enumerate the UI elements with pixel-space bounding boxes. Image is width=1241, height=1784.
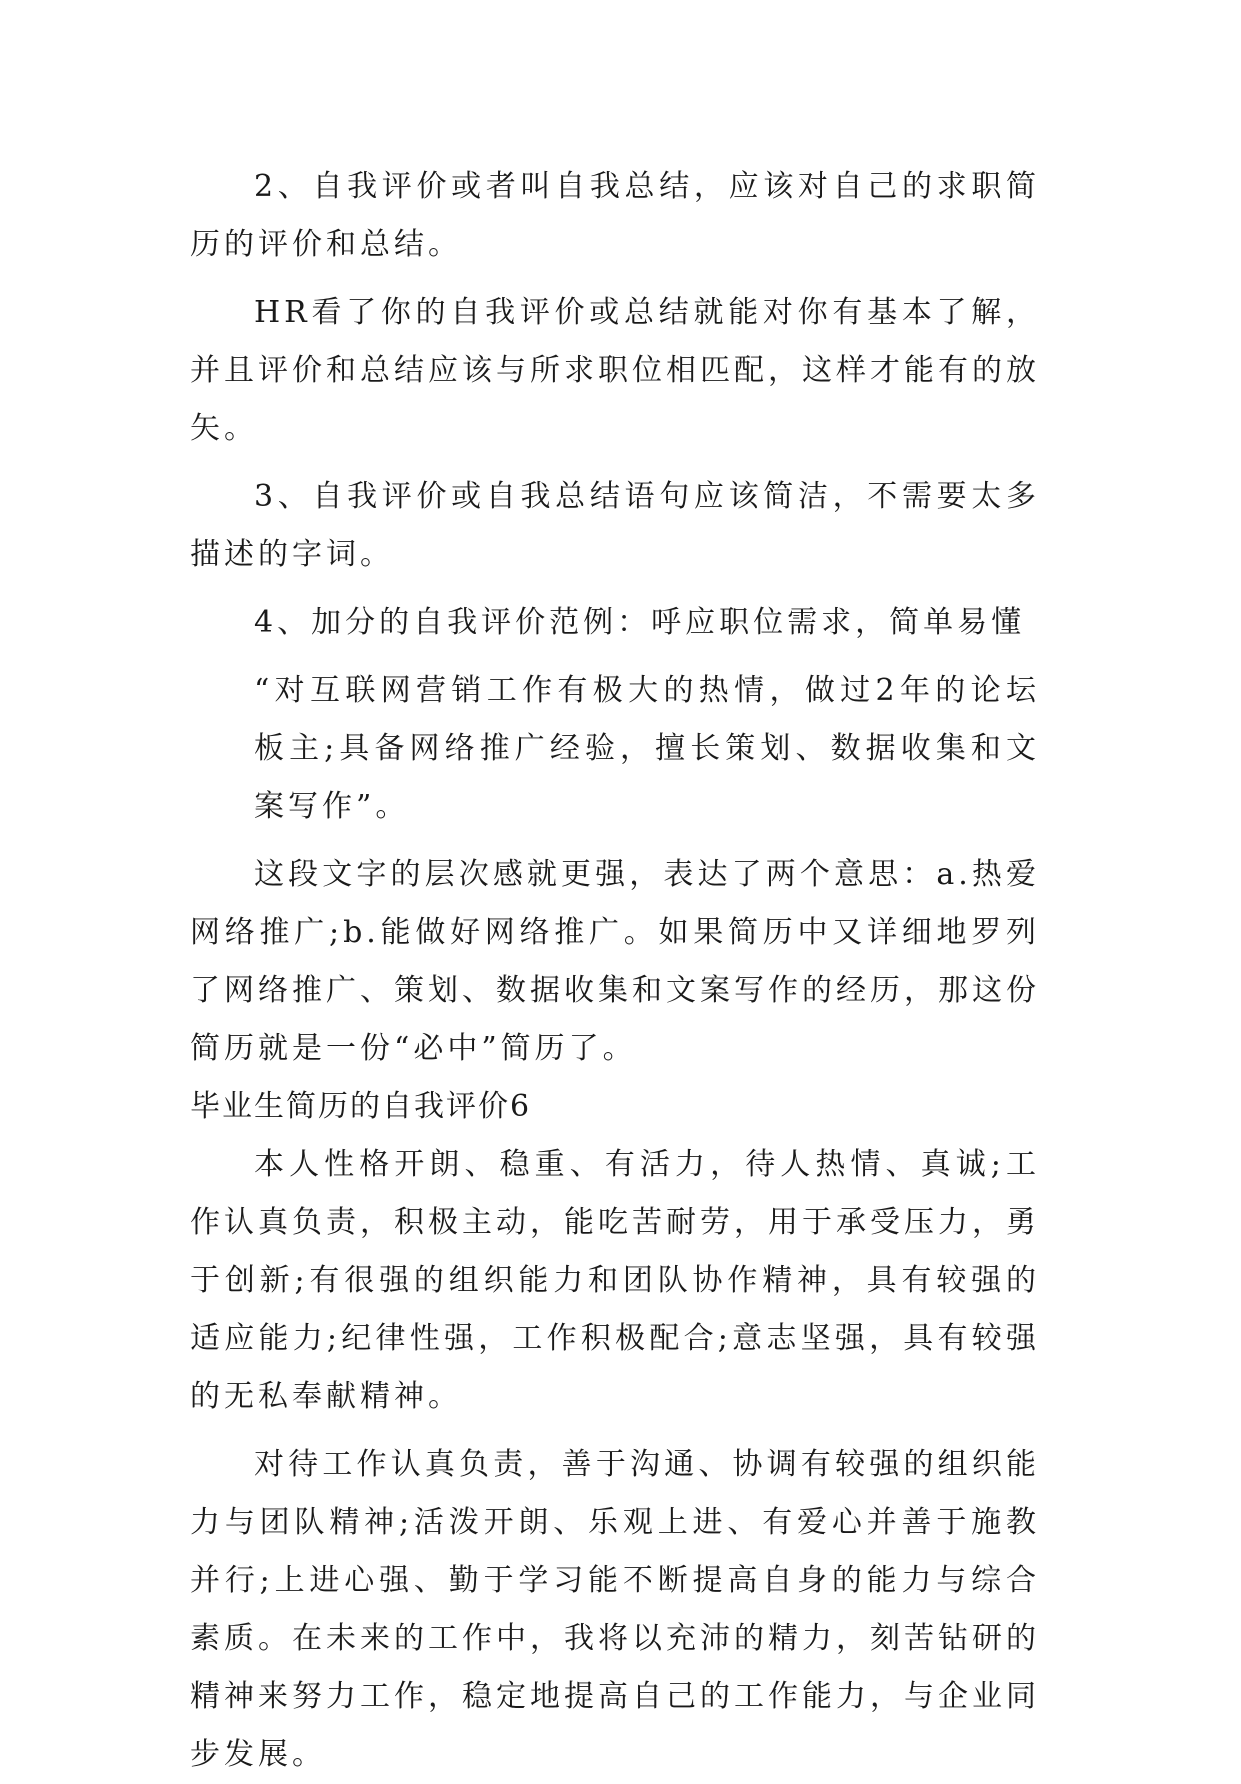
paragraph-analysis: 这段文字的层次感就更强，表达了两个意思：a.热爱网络推广;b.能做好网络推广。如果简历中又详细地罗列了网络推广、策划、数据收集和文案写作的经历，那这份简历就是一份“必中”简历了。 <box>190 857 1040 1066</box>
spacer <box>190 652 1040 662</box>
paragraph-point-3: 3、自我评价或自我总结语句应该简洁，不需要太多描述的字词。 <box>190 479 1040 572</box>
section-paragraph-2: 对待工作认真负责，善于沟通、协调有较强的组织能力与团队精神;活泼开朗、乐观上进、有爱心并善于施教并行;上进心强、勤于学习能不断提高自身的能力与综合素质。在未来的工作中，我将以充沛的精力，刻苦钻研的精神来努力工作，稳定地提高自己的工作能力，与企业同步发展。 <box>190 1447 1040 1772</box>
section-paragraph-1: 本人性格开朗、稳重、有活力，待人热情、真诚;工作认真负责，积极主动，能吃苦耐劳，用于承受压力，勇于创新;有很强的组织能力和团队协作精神，具有较强的适应能力;纪律性强，工作积极配合;意志坚强，具有较强的无私奉献精神。 <box>190 1147 1040 1414</box>
spacer <box>190 836 1040 846</box>
section-title: 毕业生简历的自我评价6 <box>190 1089 532 1124</box>
spacer <box>190 274 1040 284</box>
paragraph-example-quote: “对互联网营销工作有极大的热情，做过2年的论坛板主;具备网络推广经验，擅长策划、数据收集和文案写作”。 <box>254 673 1040 824</box>
spacer <box>190 458 1040 468</box>
paragraph-hr-explanation: HR看了你的自我评价或总结就能对你有基本了解，并且评价和总结应该与所求职位相匹配，这样才能有的放矢。 <box>190 295 1040 446</box>
spacer <box>190 1426 1040 1436</box>
paragraph-point-4: 4、加分的自我评价范例：呼应职位需求，简单易懂 <box>254 605 1026 640</box>
spacer <box>190 584 1040 594</box>
document-body <box>190 158 1040 1784</box>
paragraph-point-2: 2、自我评价或者叫自我总结，应该对自己的求职简历的评价和总结。 <box>190 169 1040 262</box>
